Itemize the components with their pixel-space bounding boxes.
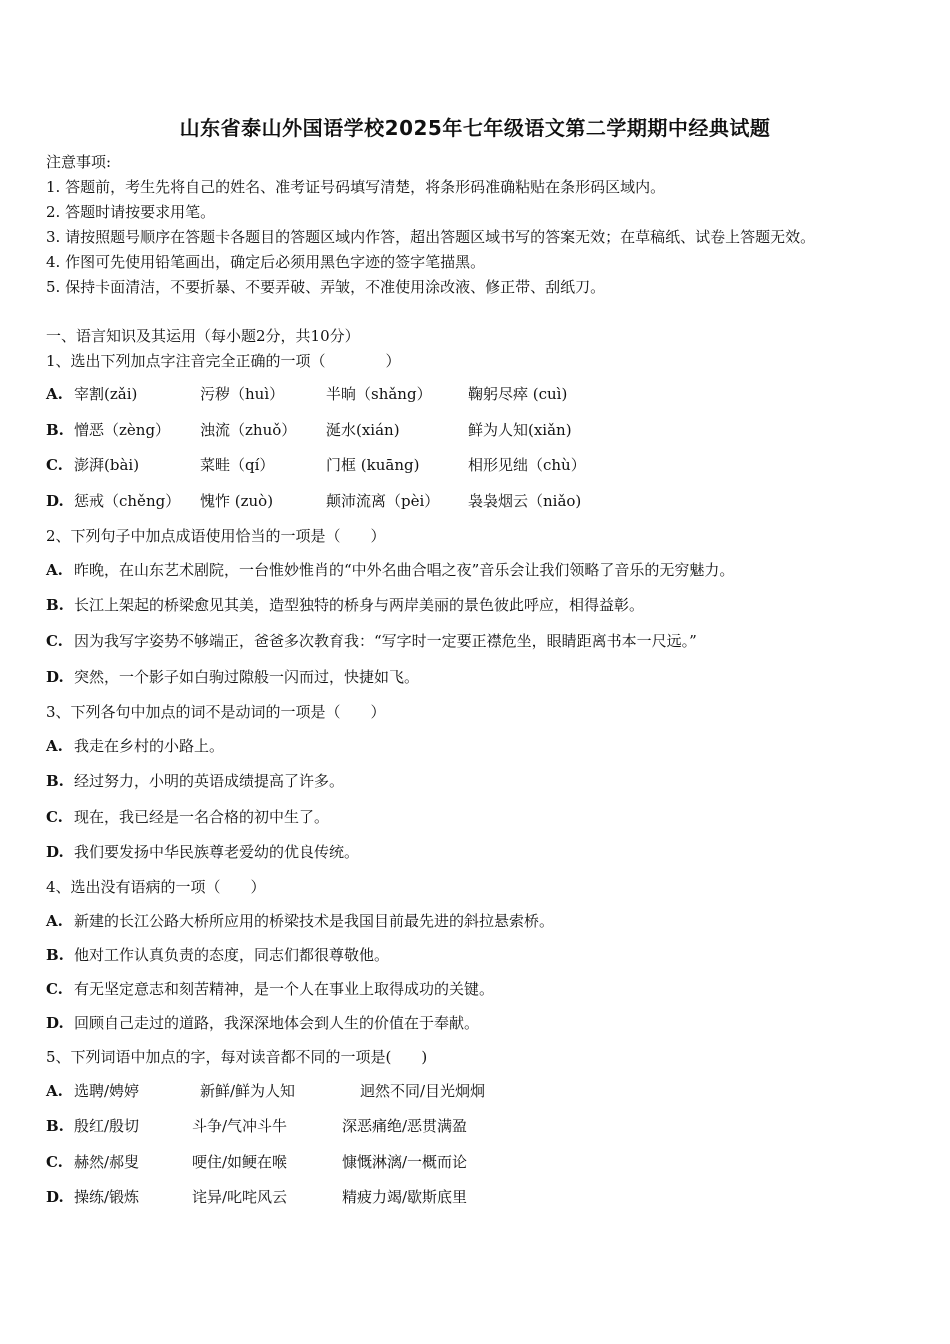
q1-c-item-1: 澎湃(bài): [74, 456, 140, 474]
q5-option-a: [46, 1081, 486, 1101]
option-text: 昨晚，在山东艺术剧院，一台惟妙惟肖的“中外名曲合唱之夜”音乐会让我们领略了音乐的无穷魅力。: [74, 561, 735, 579]
option-label: D.: [46, 668, 64, 686]
q1-stem: 1、选出下列加点字注音完全正确的一项（ ）: [46, 352, 401, 370]
option-label: C.: [46, 456, 63, 474]
q2-option-d: [46, 667, 419, 687]
option-label: B.: [46, 772, 64, 790]
option-label: A.: [46, 561, 63, 579]
option-label: A.: [46, 737, 63, 755]
q5-stem: 5、下列词语中加点的字，每对读音都不同的一项是( ): [46, 1048, 428, 1066]
q3-option-c: [46, 807, 329, 827]
q5-d-item-3: 精疲力竭/歇斯底里: [342, 1188, 468, 1206]
q4-option-d: [46, 1013, 479, 1033]
section-heading: 一、语言知识及其运用（每小题2分，共10分）: [46, 327, 360, 345]
q1-a-item-4: 鞠躬尽瘁 (cuì): [468, 385, 568, 403]
option-label: B.: [46, 421, 64, 439]
option-label: D.: [46, 492, 64, 510]
option-text: 经过努力，小明的英语成绩提高了许多。: [74, 772, 345, 790]
notice-item-5: 5. 保持卡面清洁，不要折暴、不要弄破、弄皱，不准使用涂改液、修正带、刮纸刀。: [46, 278, 606, 296]
option-label: A.: [46, 385, 63, 403]
option-label: D.: [46, 843, 64, 861]
q4-option-a: [46, 911, 554, 931]
q5-a-item-1: 选聘/娉婷: [74, 1082, 140, 1100]
option-label: B.: [46, 1117, 64, 1135]
option-text: 因为我写字姿势不够端正，爸爸多次教育我：“写字时一定要正襟危坐，眼睛距离书本一尺远。”: [74, 632, 697, 650]
q1-d-item-2: 愧怍 (zuò): [200, 492, 274, 510]
q1-d-item-3: 颠沛流离（pèi）: [326, 492, 440, 510]
q5-c-item-1: 赫然/郝叟: [74, 1153, 140, 1171]
q1-a-item-1: 宰割(zǎi): [74, 385, 138, 403]
q5-d-item-1: 操练/锻炼: [74, 1188, 140, 1206]
option-label: C.: [46, 980, 63, 998]
q1-a-item-2: 污秽（huì）: [200, 385, 285, 403]
option-label: A.: [46, 912, 63, 930]
q1-option-d: [46, 491, 582, 511]
option-label: C.: [46, 632, 63, 650]
page-title: 山东省泰山外国语学校2025年七年级语文第二学期期中经典试题: [179, 116, 771, 140]
notice-item-4: 4. 作图可先使用铅笔画出，确定后必须用黑色字迹的签字笔描黑。: [46, 253, 486, 271]
q4-stem: 4、选出没有语病的一项（ ）: [46, 878, 266, 896]
option-text: 长江上架起的桥梁愈见其美，造型独特的桥身与两岸美丽的景色彼此呼应，相得益彰。: [74, 596, 645, 614]
q5-option-b: [46, 1116, 468, 1136]
notice-item-3: 3. 请按照题号顺序在答题卡各题目的答题区域内作答，超出答题区域书写的答案无效；在草稿纸、试卷上答题无效。: [46, 228, 816, 246]
option-text: 突然，一个影子如白驹过隙般一闪而过，快捷如飞。: [74, 668, 420, 686]
q1-option-b: [46, 420, 572, 440]
q2-option-b: [46, 595, 644, 615]
q4-option-c: [46, 979, 494, 999]
q3-option-d: [46, 842, 359, 862]
q3-stem: 3、下列各句中加点的词不是动词的一项是（ ）: [46, 703, 386, 721]
q2-option-c: [46, 631, 697, 651]
q1-b-item-4: 鲜为人知(xiǎn): [468, 421, 572, 439]
option-label: C.: [46, 1153, 63, 1171]
q1-c-item-4: 相形见绌（chù）: [468, 456, 586, 474]
q2-option-a: [46, 560, 734, 580]
q1-b-item-2: 浊流（zhuǒ）: [200, 421, 297, 439]
q1-a-item-3: 半晌（shǎng）: [326, 385, 432, 403]
q5-option-c: [46, 1152, 468, 1172]
q4-option-b: [46, 945, 389, 965]
option-text: 新建的长江公路大桥所应用的桥梁技术是我国目前最先进的斜拉悬索桥。: [74, 912, 555, 930]
option-label: B.: [46, 596, 64, 614]
q1-b-item-3: 涎水(xián): [326, 421, 400, 439]
notice-heading: 注意事项:: [46, 153, 112, 171]
q2-stem: 2、下列句子中加点成语使用恰当的一项是（ ）: [46, 527, 386, 545]
q1-c-item-2: 菜畦（qí）: [200, 456, 275, 474]
q5-b-item-2: 斗争/气冲斗牛: [192, 1117, 288, 1135]
q1-d-item-1: 惩戒（chěng）: [74, 492, 181, 510]
notice-item-2: 2. 答题时请按要求用笔。: [46, 203, 216, 221]
q5-b-item-3: 深恶痛绝/恶贯满盈: [342, 1117, 468, 1135]
q5-d-item-2: 诧异/叱咤风云: [192, 1188, 288, 1206]
q5-a-item-2: 新鲜/鲜为人知: [200, 1082, 296, 1100]
option-label: C.: [46, 808, 63, 826]
q3-option-a: [46, 736, 224, 756]
q1-c-item-3: 门框 (kuāng): [326, 456, 420, 474]
q5-b-item-1: 殷红/殷切: [74, 1117, 140, 1135]
option-label: B.: [46, 946, 64, 964]
option-text: 回顾自己走过的道路，我深深地体会到人生的价值在于奉献。: [74, 1014, 480, 1032]
q3-option-b: [46, 771, 344, 791]
option-text: 我走在乡村的小路上。: [74, 737, 225, 755]
option-label: D.: [46, 1188, 64, 1206]
notice-item-1: 1. 答题前，考生先将自己的姓名、准考证号码填写清楚，将条形码准确粘贴在条形码区域内。: [46, 178, 666, 196]
q5-a-item-3: 迥然不同/目光炯炯: [360, 1082, 486, 1100]
option-text: 我们要发扬中华民族尊老爱幼的优良传统。: [74, 843, 360, 861]
option-label: D.: [46, 1014, 64, 1032]
q1-option-a: [46, 384, 568, 404]
option-label: A.: [46, 1082, 63, 1100]
q1-option-c: [46, 455, 586, 475]
option-text: 现在，我已经是一名合格的初中生了。: [74, 808, 330, 826]
q5-c-item-3: 慷慨淋漓/一概而论: [342, 1153, 468, 1171]
option-text: 有无坚定意志和刻苦精神，是一个人在事业上取得成功的关键。: [74, 980, 495, 998]
option-text: 他对工作认真负责的态度，同志们都很尊敬他。: [74, 946, 390, 964]
q5-option-d: [46, 1187, 468, 1207]
q1-d-item-4: 袅袅烟云（niǎo): [468, 492, 582, 510]
q5-c-item-2: 哽住/如鲠在喉: [192, 1153, 288, 1171]
q1-b-item-1: 憎恶（zèng）: [74, 421, 171, 439]
